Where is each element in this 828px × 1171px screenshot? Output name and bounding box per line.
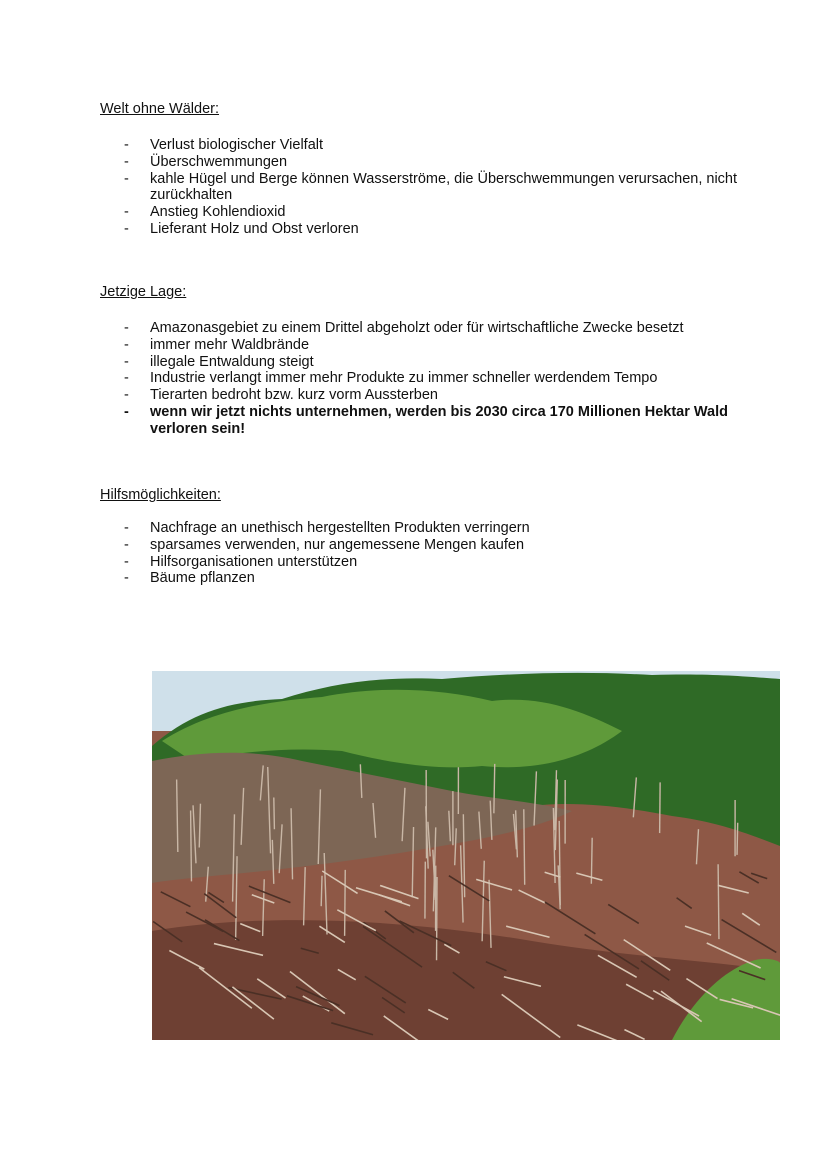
list-item: - sparsames verwenden, nur angemessene Mengen kaufen (124, 537, 744, 554)
photo-dead-trunk (191, 810, 192, 881)
list-item: - kahle Hügel und Berge können Wasserströme, die Überschwemmungen verursachen, nicht zurückhalten (124, 171, 744, 205)
photo-dead-trunk (737, 823, 738, 855)
list-item: - Anstieg Kohlendioxid (124, 204, 744, 221)
photo-dead-trunk (345, 870, 346, 936)
list-item: - illegale Entwaldung steigt (124, 354, 744, 371)
list-item: - Hilfsorganisationen unterstützen (124, 554, 744, 571)
section-hilfsmoeglichkeiten (100, 487, 760, 587)
section-heading: Hilfsmöglichkeiten: (100, 487, 221, 503)
list-item: - immer mehr Waldbrände (124, 337, 744, 354)
list-item-emphasis: - wenn wir jetzt nichts unternehmen, werden bis 2030 circa 170 Millionen Hektar Wald verloren sein! (124, 404, 744, 438)
deforestation-photo (152, 671, 780, 1040)
list-item: - Amazonasgebiet zu einem Drittel abgeholzt oder für wirtschaftliche Zwecke besetzt (124, 320, 744, 337)
list-item: - Industrie verlangt immer mehr Produkte zu immer schneller werdendem Tempo (124, 370, 744, 387)
list-item: - Lieferant Holz und Obst verloren (124, 221, 744, 238)
photo-dead-trunk (321, 876, 322, 906)
list-item: - Überschwemmungen (124, 154, 744, 171)
section-jetzige-lage (100, 284, 760, 437)
list-item: - Nachfrage an unethisch hergestellten Produkten verringern (124, 520, 744, 537)
list-item: - Bäume pflanzen (124, 570, 744, 587)
section-welt-ohne-waelder (100, 101, 760, 237)
photo-dead-trunk (274, 797, 275, 829)
section-heading: Welt ohne Wälder: (100, 101, 220, 117)
bullet-list (124, 320, 744, 438)
photo-dead-trunk (718, 864, 719, 939)
photo-dead-trunk (524, 809, 525, 885)
photo-dead-trunk (437, 877, 438, 960)
bullet-list (124, 520, 744, 587)
bullet-list (124, 137, 744, 238)
section-heading: Jetzige Lage: (100, 284, 187, 300)
photo-dead-trunk (494, 764, 495, 813)
list-item: - Tierarten bedroht bzw. kurz vorm Aussterben (124, 387, 744, 404)
list-item: - Verlust biologischer Vielfalt (124, 137, 744, 154)
